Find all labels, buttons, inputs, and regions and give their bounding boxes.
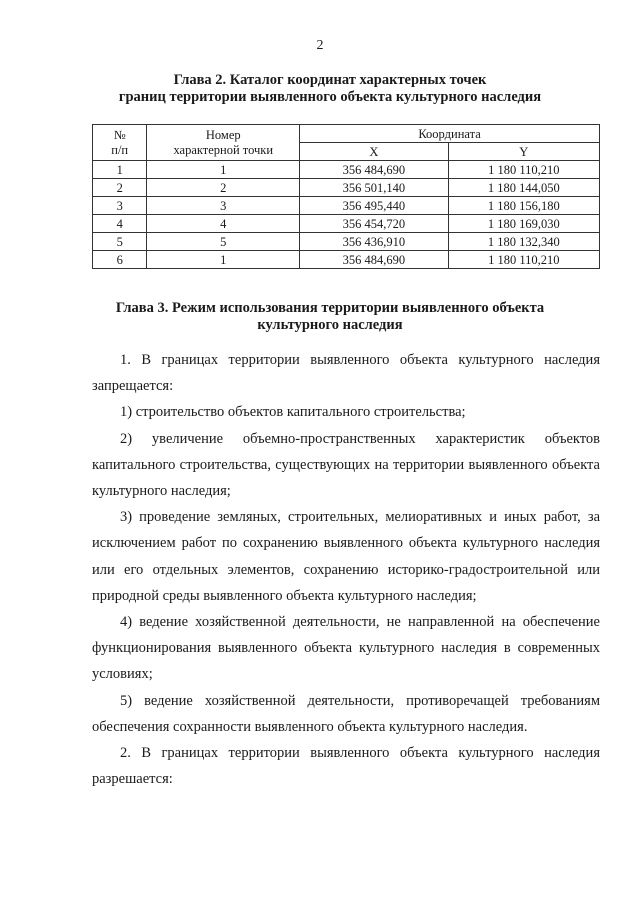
cell-num: 3 xyxy=(93,197,147,215)
paragraph-item-5: 5) ведение хозяйственной деятельности, противоречащей требованиям обеспечения сохранности выявленного объекта культурного наследия. xyxy=(92,692,600,735)
cell-x: 356 495,440 xyxy=(300,197,448,215)
header-y: Y xyxy=(448,143,599,161)
header-coordinate: Координата xyxy=(300,125,600,143)
cell-point: 2 xyxy=(147,179,300,197)
cell-num: 4 xyxy=(93,215,147,233)
table-row xyxy=(93,233,600,251)
cell-point: 4 xyxy=(147,215,300,233)
cell-y: 1 180 144,050 xyxy=(448,179,599,197)
cell-y: 1 180 156,180 xyxy=(448,197,599,215)
chapter-3-heading-line-2: культурного наследия xyxy=(257,317,403,333)
cell-point: 5 xyxy=(147,233,300,251)
table-row xyxy=(93,161,600,179)
cell-point: 1 xyxy=(147,161,300,179)
table-row xyxy=(93,215,600,233)
cell-x: 356 484,690 xyxy=(300,161,448,179)
table-row xyxy=(93,251,600,269)
chapter-3-heading xyxy=(60,300,600,334)
chapter-3-body xyxy=(92,347,600,792)
cell-num: 6 xyxy=(93,251,147,269)
cell-x: 356 454,720 xyxy=(300,215,448,233)
cell-point: 3 xyxy=(147,197,300,215)
paragraph-prohibited-intro: 1. В границах территории выявленного объекта культурного наследия запрещается: xyxy=(92,352,600,395)
cell-y: 1 180 110,210 xyxy=(448,161,599,179)
paragraph-item-1: 1) строительство объектов капитального строительства; xyxy=(120,404,466,421)
page-number: 2 xyxy=(316,38,324,53)
coordinates-table xyxy=(92,124,600,269)
paragraph-permitted-intro: 2. В границах территории выявленного объекта культурного наследия разрешается: xyxy=(92,745,600,788)
table-row xyxy=(93,197,600,215)
cell-num: 2 xyxy=(93,179,147,197)
paragraph-item-3: 3) проведение земляных, строительных, мелиоративных и иных работ, за исключением работ по сохранению выявленного объекта культурного наследия или его отдельных элементов, сохранению историко-градостроительной или природной среды выявленного объекта культурного наследия; xyxy=(92,509,600,604)
cell-x: 356 501,140 xyxy=(300,179,448,197)
cell-y: 1 180 110,210 xyxy=(448,251,599,269)
cell-y: 1 180 169,030 xyxy=(448,215,599,233)
cell-point: 1 xyxy=(147,251,300,269)
header-point-number: Номер характерной точки xyxy=(147,125,300,161)
cell-num: 1 xyxy=(93,161,147,179)
chapter-2-heading xyxy=(60,72,600,106)
cell-x: 356 436,910 xyxy=(300,233,448,251)
header-row-number: № п/п xyxy=(93,125,147,161)
paragraph-item-2: 2) увеличение объемно-пространственных характеристик объектов капитального строительства, существующих на территории выявленного объекта культурного наследия; xyxy=(92,430,600,500)
paragraph-item-4: 4) ведение хозяйственной деятельности, не направленной на обеспечение функционирования выявленного объекта культурного наследия в современных условиях; xyxy=(92,614,600,683)
table-row xyxy=(93,179,600,197)
cell-y: 1 180 132,340 xyxy=(448,233,599,251)
chapter-3-heading-line-1: Глава 3. Режим использования территории выявленного объекта xyxy=(115,300,545,316)
header-x: X xyxy=(300,143,448,161)
chapter-2-heading-line-2: границ территории выявленного объекта культурного наследия xyxy=(118,89,542,105)
chapter-2-heading-line-1: Глава 2. Каталог координат характерных точек xyxy=(173,72,487,88)
cell-x: 356 484,690 xyxy=(300,251,448,269)
cell-num: 5 xyxy=(93,233,147,251)
